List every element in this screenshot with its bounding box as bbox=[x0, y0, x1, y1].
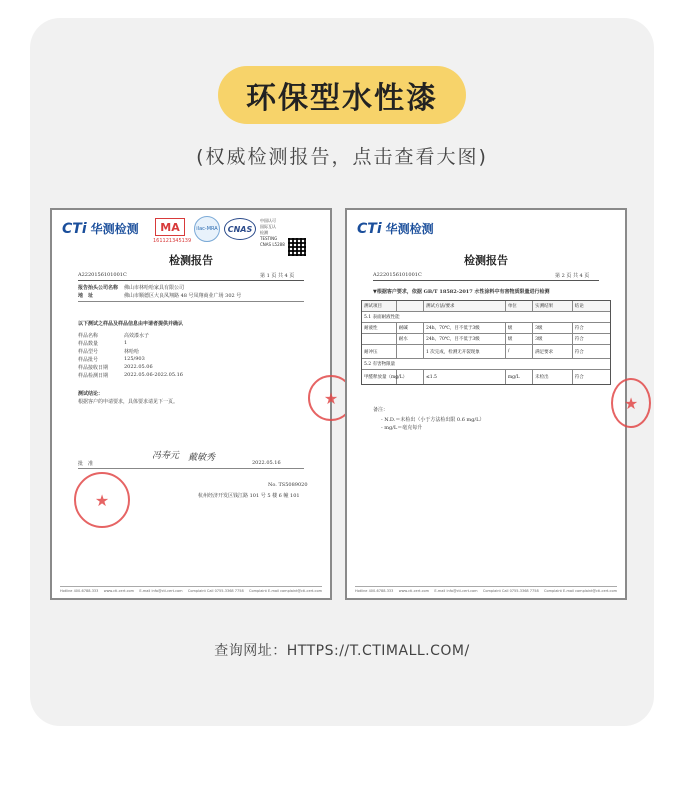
field-value: 高效漆水子 bbox=[124, 333, 150, 339]
notes-label: 备注： bbox=[373, 407, 389, 413]
ilac-mra-logo: ilac-MRA bbox=[194, 216, 220, 242]
subtitle[interactable]: (权威检测报告，点击查看大图) bbox=[196, 146, 488, 168]
logo-cn: 华测检测 bbox=[385, 222, 434, 236]
official-seal: ★ bbox=[74, 472, 130, 528]
field-label: 样品接收日期 bbox=[78, 365, 109, 371]
divider bbox=[78, 280, 304, 281]
lab-address: 杭州经济开发区钱江路 101 号 5 楼 6 幢 101 bbox=[198, 493, 300, 499]
cti-logo bbox=[357, 220, 434, 237]
report-number: A2220156101001C bbox=[373, 272, 422, 278]
client-value: 佛山市林哈哈家具有限公司 bbox=[124, 285, 185, 291]
address-label: 地 址 bbox=[78, 293, 94, 299]
field-value: 林哈哈 bbox=[124, 349, 140, 355]
page-number: 第 1 页 共 4 页 bbox=[260, 273, 295, 279]
table-header: 测试项目 测试方法/要求 单位 实测结果 结论 bbox=[362, 301, 610, 312]
divider bbox=[78, 468, 304, 469]
query-url[interactable]: 查询网址：HTTPS://T.CTIMALL.COM/ bbox=[214, 643, 470, 659]
cma-number: 161121345139 bbox=[153, 238, 192, 244]
cnas-logo: CNAS bbox=[224, 218, 256, 240]
sign-date: 2022.05.16 bbox=[252, 460, 281, 466]
approve-label: 批 准 bbox=[78, 461, 94, 467]
test-report-page-2[interactable] bbox=[345, 208, 639, 600]
conclusion-label: 测试结论： bbox=[78, 391, 104, 397]
content-panel bbox=[30, 18, 654, 726]
report-title: 检测报告 bbox=[464, 254, 508, 267]
signature: 戴敏秀 bbox=[188, 453, 216, 463]
test-report-page-1[interactable] bbox=[50, 208, 339, 600]
logo-cn: 华测检测 bbox=[90, 222, 139, 236]
table-row: 5.1 表面耐液性能 bbox=[362, 312, 610, 323]
page-number: 第 2 页 共 4 页 bbox=[555, 273, 590, 279]
sample-intro: 以下测试之样品及样品信息由申请者提供并确认 bbox=[78, 321, 184, 327]
note-item: - mg/L＝毫克每升 bbox=[381, 425, 423, 431]
field-value: 1 bbox=[124, 340, 128, 346]
divider bbox=[373, 280, 599, 281]
table-row: 5.2 有害物限量 bbox=[362, 359, 610, 370]
title-banner bbox=[218, 66, 466, 124]
table-row: 耐冲压 1 次完成，检测无开裂现象 / 满足要求 符合 bbox=[362, 345, 610, 359]
logo-en: CTi bbox=[357, 220, 382, 237]
certificate-number: No. TS5089020 bbox=[268, 482, 308, 488]
seal-stamp: ★ bbox=[611, 378, 651, 428]
title-text: 环保型水性漆 bbox=[246, 81, 438, 116]
address-value: 佛山市顺德区大良凤翔路 48 号凤翔商业广场 302 号 bbox=[124, 293, 242, 299]
field-label: 样品数量 bbox=[78, 341, 99, 347]
test-requirement: ▼根据客户要求，依据 GB/T 18582-2017 水性涂料中有害物质限量进行检测 bbox=[373, 289, 550, 295]
note-item: - N.D.＝未检出（小于方法检出限 0.6 mg/L） bbox=[381, 417, 485, 423]
seal-stamp: ★ bbox=[308, 375, 354, 421]
field-label: 样品名称 bbox=[78, 333, 99, 339]
report-footer: Hotline 400-6788-333 www.cti-cert.com E-mail info@cti-cert.com Complaint Call 0755-3368 7758 Complaint E-mail complaint@cti-cert.com bbox=[355, 586, 617, 593]
field-label: 样品检测日期 bbox=[78, 373, 109, 379]
field-value: 2022.05.06-2022.05.16 bbox=[124, 372, 183, 378]
conclusion-text: 根据客户的申请要求，具体要求请见下一页。 bbox=[78, 399, 179, 405]
field-value: 2022.05.06 bbox=[124, 364, 153, 370]
table-row: 耐液性 耐碱 24h，70℃，目不低于3级 级 3级 符合 bbox=[362, 323, 610, 334]
field-label: 样品批号 bbox=[78, 357, 99, 363]
table-row: 甲醛释放量（mg/L） ≤1.5 mg/L 未检出 符合 bbox=[362, 370, 610, 384]
field-value: 125/903 bbox=[124, 356, 145, 362]
results-table bbox=[361, 300, 611, 385]
cma-mark: MA bbox=[155, 218, 185, 236]
field-label: 样品型号 bbox=[78, 349, 99, 355]
report-title: 检测报告 bbox=[169, 254, 213, 267]
divider bbox=[78, 301, 304, 302]
report-number: A2220156101001C bbox=[78, 272, 127, 278]
logo-en: CTi bbox=[62, 220, 87, 237]
table-row: 耐水 24h，70℃，目不低于3级 级 3级 符合 bbox=[362, 334, 610, 345]
client-label: 报告抬头公司名称 bbox=[78, 285, 119, 291]
signature: 冯寿元 bbox=[152, 451, 180, 461]
report-footer: Hotline 400-6788-333 www.cti-cert.com E-mail info@cti-cert.com Complaint Call 0755-3368 7758 Complaint E-mail complaint@cti-cert.com bbox=[60, 586, 322, 593]
cnas-caption: 中国认可 国际互认 检测 TESTING CNAS L5288 bbox=[260, 218, 285, 247]
cti-logo bbox=[62, 220, 139, 237]
